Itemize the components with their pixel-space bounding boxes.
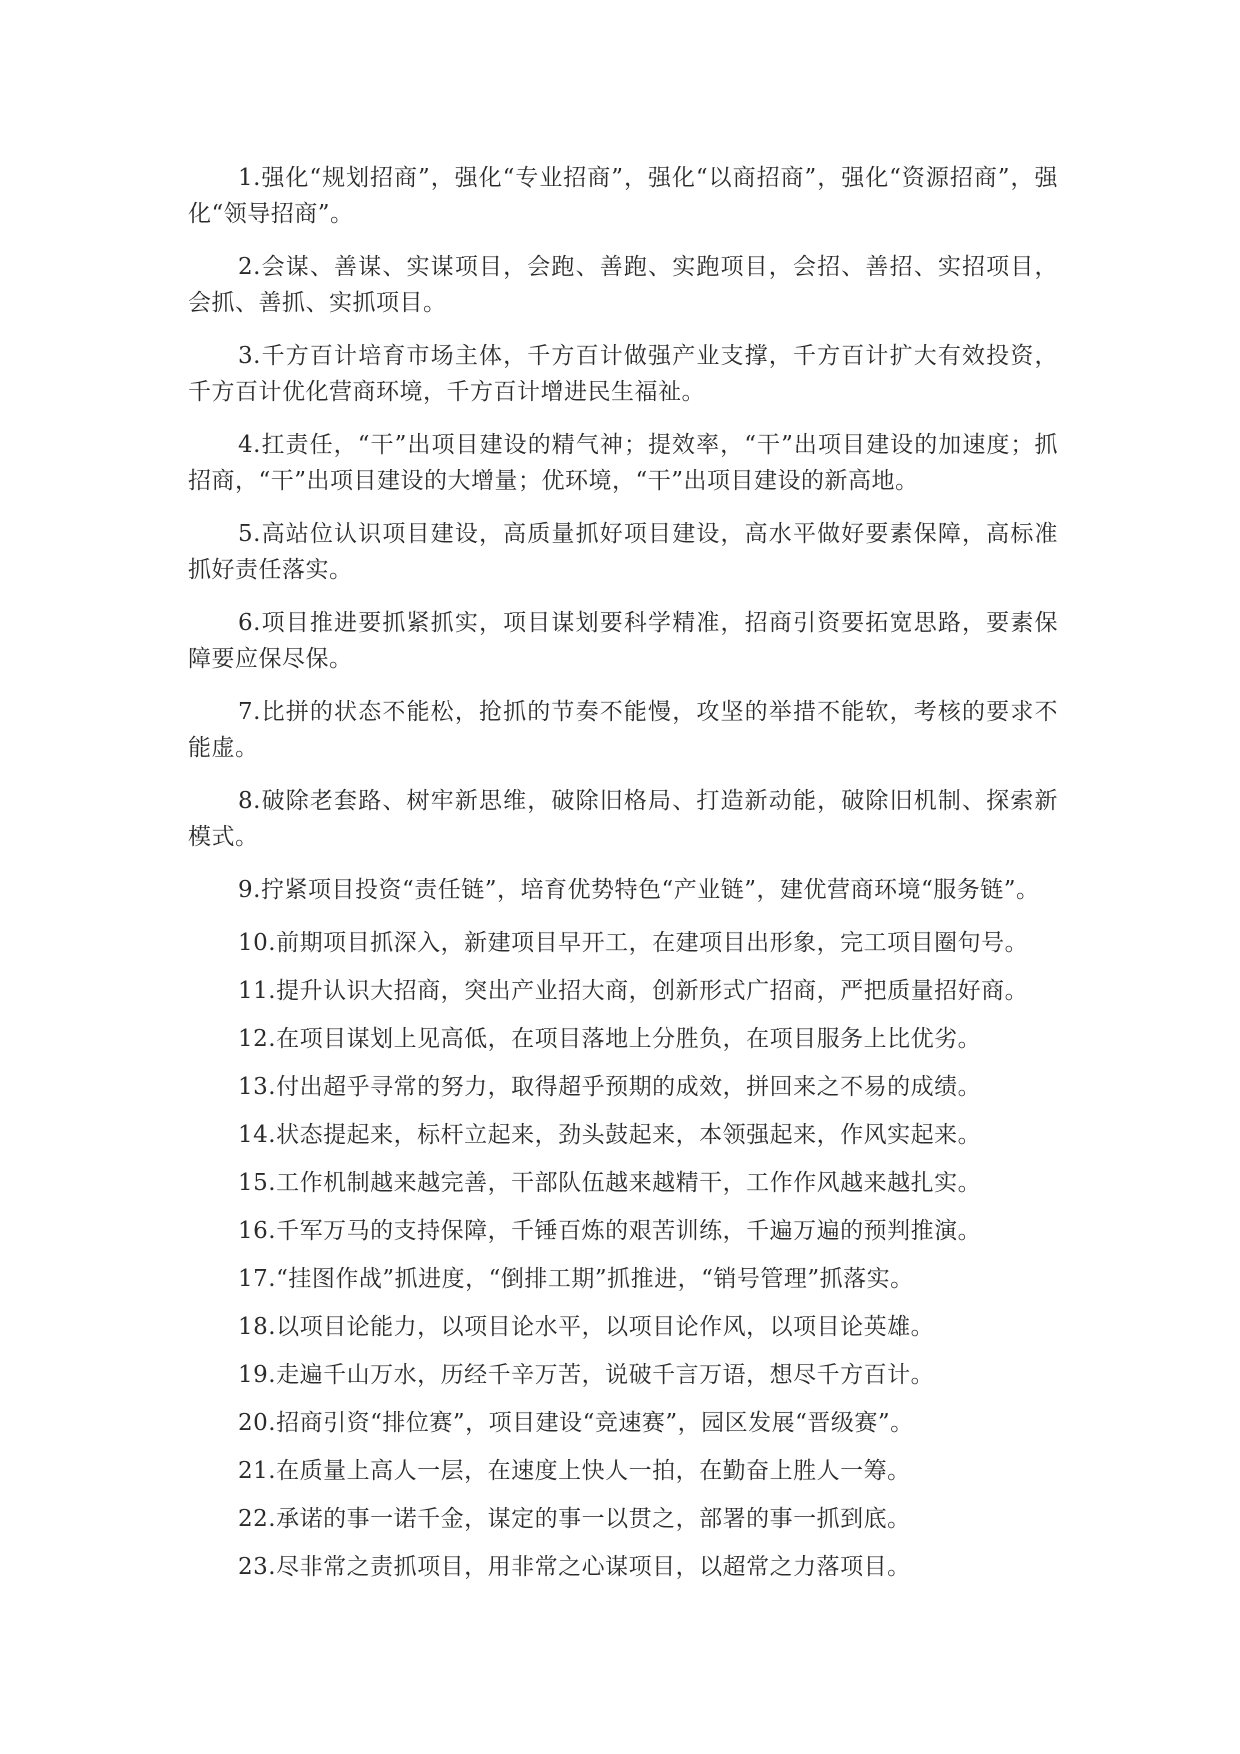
list-item-20: 20.招商引资“排位赛”，项目建设“竞速赛”，园区发展“晋级赛”。 — [238, 1410, 914, 1436]
list-item-22: 22.承诺的事一诺千金，谋定的事一以贯之，部署的事一抓到底。 — [238, 1506, 911, 1532]
list-item-12: 12.在项目谋划上见高低，在项目落地上分胜负，在项目服务上比优劣。 — [238, 1026, 982, 1052]
list-item-18: 18.以项目论能力，以项目论水平，以项目论作风，以项目论英雄。 — [238, 1314, 935, 1340]
list-item-17: 17.“挂图作战”抓进度，“倒排工期”抓推进，“销号管理”抓落实。 — [238, 1266, 914, 1292]
list-item-9: 9.拧紧项目投资“责任链”，培育优势特色“产业链”，建优营商环境“服务链”。 — [238, 877, 1040, 903]
list-item-8: 8.破除老套路、树牢新思维，破除旧格局、打造新动能，破除旧机制、探索新模式。 — [188, 788, 1058, 850]
list-item-14: 14.状态提起来，标杆立起来，劲头鼓起来，本领强起来，作风实起来。 — [238, 1122, 982, 1148]
list-item-19: 19.走遍千山万水，历经千辛万苦，说破千言万语，想尽千方百计。 — [238, 1362, 935, 1388]
list-item-16: 16.千军万马的支持保障，千锤百炼的艰苦训练，千遍万遍的预判推演。 — [238, 1218, 982, 1244]
list-item-13: 13.付出超乎寻常的努力，取得超乎预期的成效，拼回来之不易的成绩。 — [238, 1074, 982, 1100]
list-item-3: 3.千方百计培育市场主体，千方百计做强产业支撑，千方百计扩大有效投资，千方百计优化营商环境，千方百计增进民生福祉。 — [188, 343, 1058, 405]
list-item-7: 7.比拼的状态不能松，抢抓的节奏不能慢，攻坚的举措不能软，考核的要求不能虚。 — [188, 699, 1058, 761]
list-item-5: 5.高站位认识项目建设，高质量抓好项目建设，高水平做好要素保障，高标准抓好责任落实。 — [188, 521, 1058, 583]
list-item-2: 2.会谋、善谋、实谋项目，会跑、善跑、实跑项目，会招、善招、实招项目，会抓、善抓、实抓项目。 — [188, 254, 1058, 316]
list-item-11: 11.提升认识大招商，突出产业招大商，创新形式广招商，严把质量招好商。 — [238, 978, 1029, 1004]
list-item-15: 15.工作机制越来越完善，干部队伍越来越精干，工作作风越来越扎实。 — [238, 1170, 982, 1196]
list-item-23: 23.尽非常之责抓项目，用非常之心谋项目，以超常之力落项目。 — [238, 1554, 911, 1580]
list-item-4: 4.扛责任，“干”出项目建设的精气神；提效率，“干”出项目建设的加速度；抓招商，“干”出项目建设的大增量；优环境，“干”出项目建设的新高地。 — [188, 432, 1058, 494]
document-body — [188, 160, 1058, 1597]
list-item-6: 6.项目推进要抓紧抓实，项目谋划要科学精准，招商引资要拓宽思路，要素保障要应保尽保。 — [188, 610, 1058, 672]
list-item-1: 1.强化“规划招商”，强化“专业招商”，强化“以商招商”，强化“资源招商”，强化“领导招商”。 — [188, 165, 1058, 227]
list-item-21: 21.在质量上高人一层，在速度上快人一拍，在勤奋上胜人一筹。 — [238, 1458, 911, 1484]
list-item-10: 10.前期项目抓深入，新建项目早开工，在建项目出形象，完工项目圈句号。 — [238, 930, 1029, 956]
